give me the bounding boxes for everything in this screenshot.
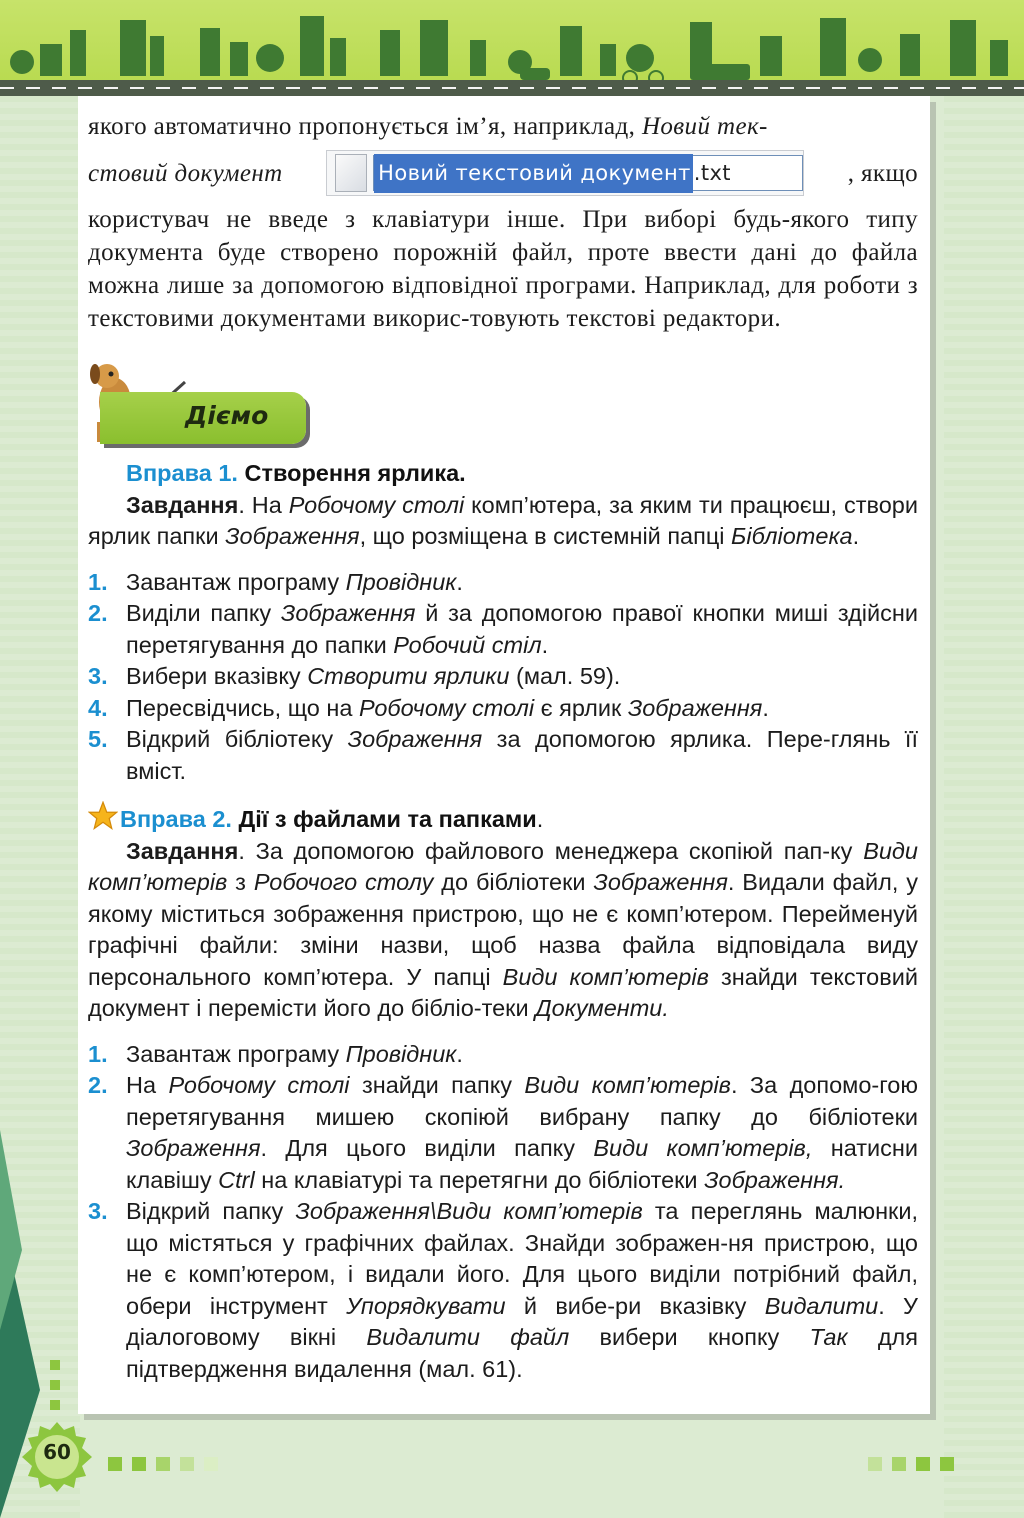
intro-text-2: , якщо [847,159,918,187]
exercise-1-label: Вправа 1. [126,460,238,486]
task-label: Завдання [126,837,239,864]
list-item [88,1196,918,1385]
task-italic: Зображення [225,523,360,549]
step-text: На Робочому столі знайди папку Види комп’ютерів. За допомо-гою перетягування мишею скопіюй вибрану папку до бібліотеки Зображення. Для цього виділи папку Види комп’ютерів, натисни клавішу Ctrl на клавіатурі та перетягни до бібліотеки Зображення. [126,1072,919,1193]
exercise-2-task: Завдання. За допомогою файлового менеджера скопіюй пап-ку Види комп’ютерів з Робочого столу до бібліотеки Зображення. Видали файл, у якому міститься зображення пристрою, що не є комп’ютером. Перейменуй графічні файли: зміни назви, щоб назва файла відповідала виду персонального комп’ютера. У папці Види комп’ютерів знайди текстовий документ і перемісти його до бібліо-теки Документи. [88,837,919,1021]
exercise-1-task [88,490,918,553]
top-banner [0,0,1024,96]
list-item [88,598,918,661]
list-item [88,1070,918,1196]
intro-italic: Новий тек- [641,113,768,140]
exercise-2-title-end: . [536,806,544,832]
step-number: 3. [88,1198,108,1224]
right-background-pattern [944,96,1024,1518]
intro-italic-2: стовий документ [88,159,283,187]
step-number: 2. [88,1072,108,1098]
section-label: Діємо [185,401,269,430]
exercise-2-label: Вправа 2. [120,806,232,832]
page-content [88,110,918,335]
text-file-icon [335,154,367,192]
list-item [88,724,918,787]
task-label: Завдання [126,491,239,518]
step-number: 5. [88,726,108,752]
step-text: Завантаж програму Провідник. [126,1040,463,1067]
exercise-2-title: Дії з файлами та папками [238,806,537,832]
task-text: . [852,523,860,549]
list-item [88,1039,918,1071]
exercise-1-steps [88,567,918,788]
step-text: Виділи папку Зображення й за допомогою правої кнопки миші здійсни перетягування до папки Робочий стіл. [126,600,918,658]
filename-rename-field [326,150,804,196]
step-text: Відкрий папку Зображення\Види комп’ютерів та переглянь малюнки, що містяться у графічних файлах. Знайди зображен-ня пристрою, що не є комп’ютером, і видали його. Для цього виділи потрібний файл, обери інструмент Упорядкувати й вибе-ри вказівку Видалити. У діалоговому вікні Видалити файл вибери кнопку Так для підтвердження видалення (мал. 61). [126,1198,918,1382]
footer-squares-right [868,1457,954,1471]
filename-extension: .txt [693,160,731,185]
footer-squares-left [108,1457,218,1471]
filename-input[interactable] [373,155,803,191]
task-text: комп’ютера, за яким ти працюєш, створи ярлик папки [88,491,918,549]
intro-text: якого автоматично пропонується ім’я, наприклад, [88,113,642,140]
step-number: 1. [88,568,108,595]
intro-line-1 [88,110,918,143]
intro-paragraph [88,110,918,335]
page-number: 60 [43,1440,71,1464]
step-text: Вибери вказівку Створити ярлики (мал. 59). [126,663,621,689]
task-italic: Робочому столі [288,491,465,518]
step-text: Відкрий бібліотеку Зображення за допомогою ярлика. Пере-глянь її вміст. [126,726,918,784]
intro-rest: користувач не введе з клавіатури інше. При виборі будь-якого типу документа буде створено порожній файл, проте ввести дані до файла можна лише за допомогою відповідної програми. Наприклад, для роботи з текстовими документами викорис-товують текстові редактори. [88,206,918,332]
exercise-1-title: Створення ярлика. [244,460,466,486]
intro-line-2 [88,143,918,203]
star-icon [88,801,118,831]
exercise-2-steps [88,1039,918,1386]
step-number: 3. [88,663,108,689]
city-skyline-illustration [0,0,1024,96]
exercises [88,458,918,1385]
list-item [88,693,918,725]
exercise-1-heading [88,458,918,490]
step-text: Завантаж програму Провідник. [126,568,463,595]
list-item [88,661,918,693]
exercise-2-heading [88,801,918,836]
step-number: 2. [88,600,108,626]
task-text: , що розміщена в системній папці [359,523,732,549]
task-text: . На [238,491,289,518]
task-italic: Бібліотека [731,523,853,549]
step-text: Пересвідчись, що на Робочому столі є ярлик Зображення. [126,694,769,721]
step-number: 1. [88,1040,108,1067]
filename-selected-text: Новий текстовий документ [374,154,693,193]
list-item [88,567,918,599]
step-number: 4. [88,694,108,721]
